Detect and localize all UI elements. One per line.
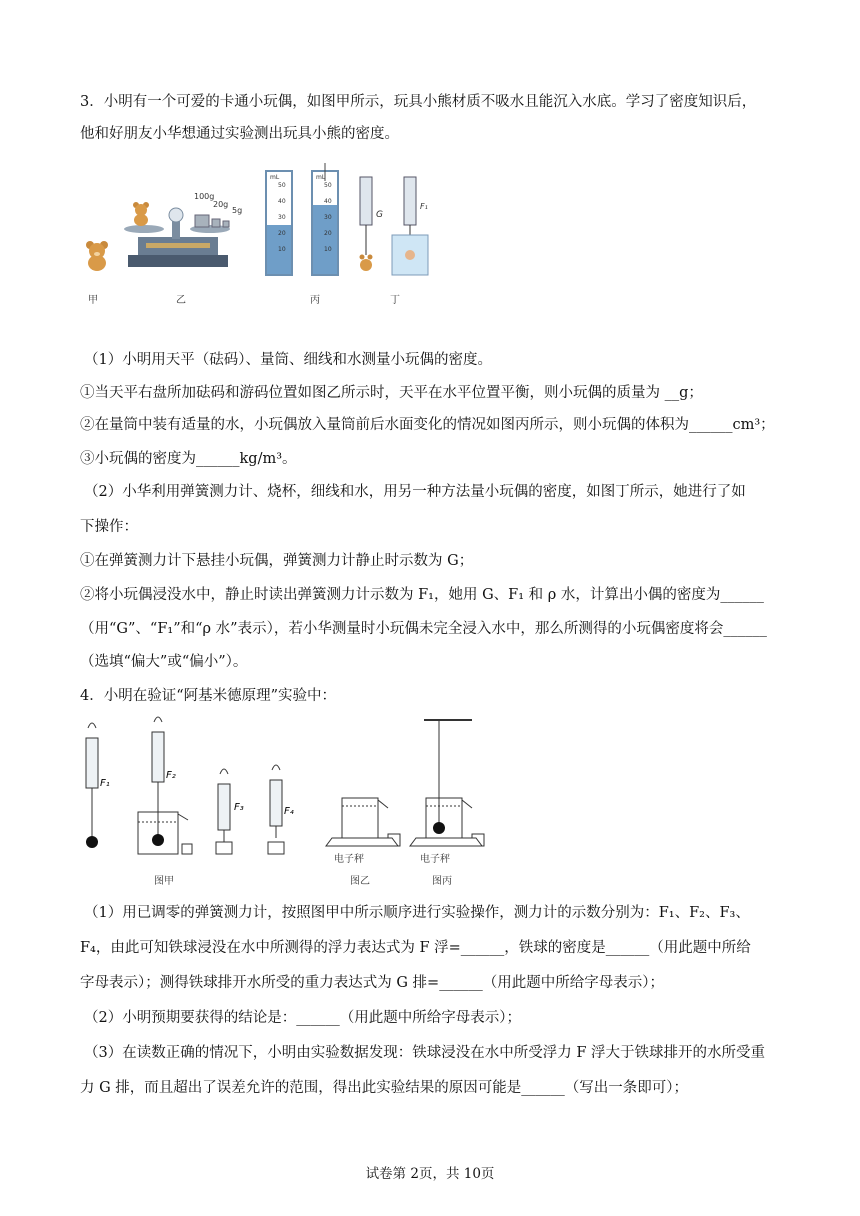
q3-part2-line1: （2）小华利用弹簧测力计、烧杯，细线和水，用另一种方法量小玩偶的密度，如图丁所示，她进行了如 [84, 484, 746, 500]
force-label-F4: F₄ [284, 806, 294, 817]
label-F1: F₁ [420, 202, 428, 211]
caption-yi: 乙 [176, 295, 186, 306]
cylinder-2-unit: mL [316, 174, 326, 181]
q3-intro-line2: 他和好朋友小华想通过实验测出玩具小熊的密度。 [80, 126, 399, 142]
q3-figure [80, 163, 440, 313]
q3-part1-title: （1）小明用天平（砝码）、量筒、细线和水测量小玩偶的密度。 [84, 352, 492, 368]
weight-label-5g: 5g [232, 206, 243, 215]
q4-part1-line3: 字母表示）；测得铁球排开水所受的重力表达式为 G 排=______（用此题中所给字母表示）； [80, 975, 664, 991]
electronic-scale-icon [326, 798, 400, 846]
spring-scale-icon [360, 177, 429, 275]
q4-part1-line2: F₄，由此可知铁球浸没在水中所测得的浮力表达式为 F 浮=______，铁球的密度是______（用此题中所给 [80, 940, 751, 956]
force-label-F3: F₃ [234, 802, 244, 813]
q3-part2-line2: 下操作： [80, 519, 138, 535]
weight-label-20g: 20g [213, 200, 229, 209]
q3-part1-step2: ②在量筒中装有适量的水，小玩偶放入量筒前后水面变化的情况如图丙所示，则小玩偶的体积为______cm³； [80, 417, 775, 433]
scale-label-yi: 电子秤 [334, 854, 364, 865]
electronic-scale-icon [410, 720, 484, 846]
q4-part1-line1: （1）用已调零的弹簧测力计，按照图甲中所示顺序进行实验操作，测力计的示数分别为：F₁、F₂、F₃、 [84, 905, 750, 921]
balance-icon [124, 202, 230, 267]
spring-scale-icon [138, 717, 192, 854]
weight-label-100g: 100g [194, 192, 215, 201]
q3-part2-step2-end: （选填“偏大”或“偏小”）。 [80, 654, 248, 670]
cylinder-2-tick: 50 [324, 182, 332, 189]
q4-intro: 4．小明在验证“阿基米德原理”实验中： [80, 688, 337, 704]
q3-part2-step2-cont: （用“G”、“F₁”和“ρ 水”表示），若小华测量时小玩偶未完全浸入水中，那么所测得的小玩偶密度将会______ [80, 621, 767, 637]
q4-figure [76, 716, 496, 892]
cylinder-2-tick: 20 [324, 230, 332, 237]
q3-part1-step3: ③小玩偶的密度为______kg/m³。 [80, 451, 297, 467]
q4-part2: （2）小明预期要获得的结论是：______（用此题中所给字母表示）； [84, 1010, 521, 1026]
cylinder-1-tick: 30 [278, 214, 286, 221]
scale-label-bing: 电子秤 [420, 854, 450, 865]
caption-tu-bing: 图丙 [432, 876, 452, 887]
force-label-F2: F₂ [166, 770, 176, 781]
label-G: G [376, 210, 383, 220]
q3-part2-step2: ②将小玩偶浸没水中，静止时读出弹簧测力计示数为 F₁，她用 G、F₁ 和 ρ 水，计算出小偶的密度为______ [80, 587, 764, 603]
q3-figure-drawing [80, 163, 440, 313]
q3-intro-line1: 3．小明有一个可爱的卡通小玩偶，如图甲所示，玩具小熊材质不吸水且能沉入水底。学习了密度知识后， [80, 94, 757, 110]
force-label-F1: F₁ [100, 778, 110, 789]
spring-scale-icon [216, 769, 232, 854]
q3-part1-step1: ①当天平右盘所加砝码和游码位置如图乙所示时，天平在水平位置平衡，则小玩偶的质量为 __g； [80, 385, 703, 401]
caption-bing: 丙 [310, 295, 320, 306]
cylinder-1-tick: 20 [278, 230, 286, 237]
cylinder-1-unit: mL [270, 174, 280, 181]
q4-part3-line1: （3）在读数正确的情况下，小明由实验数据发现：铁球浸没在水中所受浮力 F 浮大于铁球排开的水所受重 [84, 1045, 766, 1061]
q3-part2-step1: ①在弹簧测力计下悬挂小玩偶，弹簧测力计静止时示数为 G； [80, 553, 474, 569]
cylinder-1-tick: 40 [278, 198, 286, 205]
cylinder-2-tick: 10 [324, 246, 332, 253]
cylinder-1-tick: 10 [278, 246, 286, 253]
teddy-bear-icon [86, 241, 108, 271]
cylinder-1-tick: 50 [278, 182, 286, 189]
cylinder-2-tick: 40 [324, 198, 332, 205]
q4-part3-line2: 力 G 排，而且超出了误差允许的范围，得出此实验结果的原因可能是______（写出一条即可）； [80, 1080, 689, 1096]
caption-tu-yi: 图乙 [350, 876, 370, 887]
caption-ding: 丁 [390, 295, 400, 306]
q4-figure-drawing [76, 716, 496, 892]
spring-scale-icon [86, 723, 98, 848]
page-footer: 试卷第 2页，共 10页 [365, 1166, 495, 1182]
caption-tu-jia: 图甲 [154, 876, 174, 887]
caption-jia: 甲 [88, 295, 98, 306]
cylinder-2-tick: 30 [324, 214, 332, 221]
spring-scale-icon [268, 765, 284, 854]
